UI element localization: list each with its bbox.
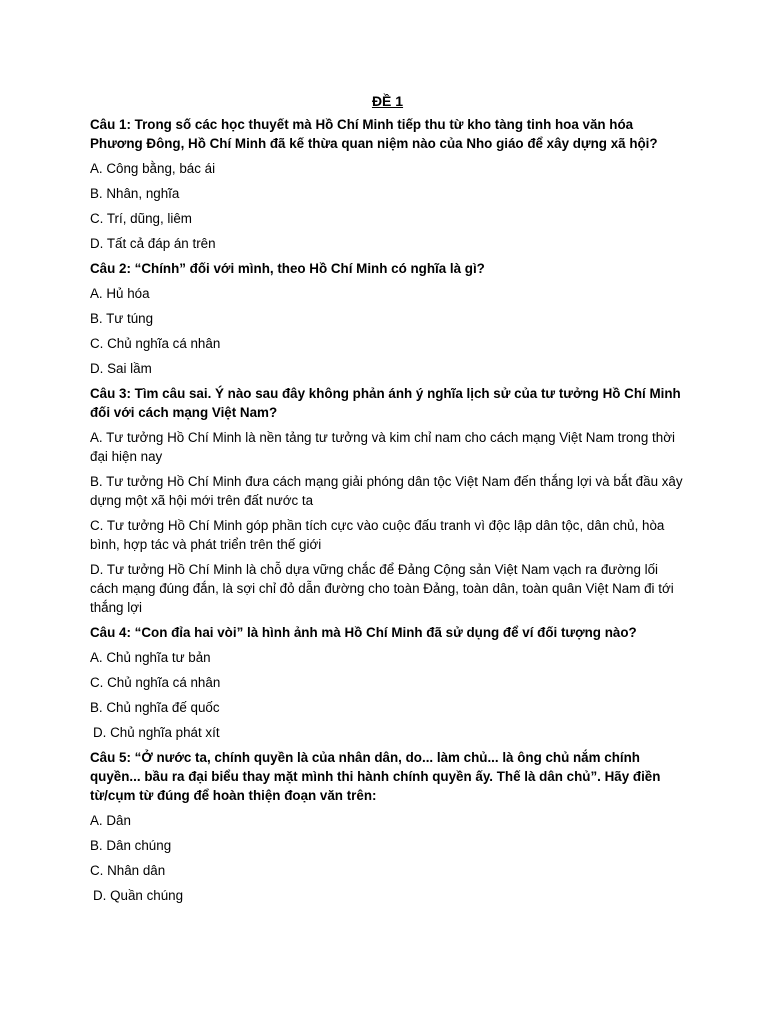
question-1-option-b: B. Nhân, nghĩa <box>90 186 180 201</box>
question-4-option-b: B. Chủ nghĩa đế quốc <box>90 700 220 715</box>
document-title: ĐỀ 1 <box>371 93 404 109</box>
question-4: Câu 4: “Con đỉa hai vòi” là hình ảnh mà Hồ Chí Minh đã sử dụng để ví đối tượng nào? <box>90 625 637 640</box>
question-2-option-c: C. Chủ nghĩa cá nhân <box>90 336 221 351</box>
question-3-option-d: D. Tư tưởng Hồ Chí Minh là chỗ dựa vững chắc để Đảng Cộng sản Việt Nam vạch ra đường lối cách mạng đúng đắn, là sợi chỉ đỏ dẫn đường cho toàn Đảng, toàn dân, toàn quân Việt Nam đi tới thắng lợi <box>90 562 674 615</box>
question-2: Câu 2: “Chính” đối với mình, theo Hồ Chí Minh có nghĩa là gì? <box>90 261 485 276</box>
question-2-option-d: D. Sai lầm <box>90 361 152 376</box>
question-1-option-c: C. Trí, dũng, liêm <box>90 211 192 226</box>
document-page <box>90 92 685 911</box>
question-2-option-a: A. Hủ hóa <box>90 286 150 301</box>
question-5-option-c: C. Nhân dân <box>90 863 166 878</box>
question-4-option-a: A. Chủ nghĩa tư bản <box>90 650 211 665</box>
question-3-option-c: C. Tư tưởng Hồ Chí Minh góp phần tích cực vào cuộc đấu tranh vì độc lập dân tộc, dân chủ, hòa bình, hợp tác và phát triển trên thế giới <box>90 518 665 552</box>
question-3-option-b: B. Tư tưởng Hồ Chí Minh đưa cách mạng giải phóng dân tộc Việt Nam đến thắng lợi và bắt đầu xây dựng một xã hội mới trên đất nước ta <box>90 474 683 508</box>
question-2-option-b: B. Tư túng <box>90 311 154 326</box>
question-5: Câu 5: “Ở nước ta, chính quyền là của nhân dân, do... làm chủ... là ông chủ nắm chính quyền... bầu ra đại biểu thay mặt mình thi hành chính quyền ấy. Thế là dân chủ”. Hãy điền từ/cụm từ đúng để hoàn thiện đoạn văn trên: <box>90 750 661 803</box>
question-1-option-d: D. Tất cả đáp án trên <box>90 236 216 251</box>
question-3: Câu 3: Tìm câu sai. Ý nào sau đây không phản ánh ý nghĩa lịch sử của tư tưởng Hồ Chí Minh đối với cách mạng Việt Nam? <box>90 386 681 420</box>
question-5-option-b: B. Dân chúng <box>90 838 172 853</box>
question-5-option-d: D. Quần chúng <box>93 888 184 903</box>
question-4-option-c: C. Chủ nghĩa cá nhân <box>90 675 221 690</box>
question-1: Câu 1: Trong số các học thuyết mà Hồ Chí Minh tiếp thu từ kho tàng tinh hoa văn hóa Phương Đông, Hồ Chí Minh đã kế thừa quan niệm nào của Nho giáo để xây dựng xã hội? <box>90 117 658 151</box>
question-5-option-a: A. Dân <box>90 813 131 828</box>
question-1-option-a: A. Công bằng, bác ái <box>90 161 216 176</box>
question-3-option-a: A. Tư tưởng Hồ Chí Minh là nền tảng tư tưởng và kim chỉ nam cho cách mạng Việt Nam trong thời đại hiện nay <box>90 430 675 464</box>
question-4-option-d: D. Chủ nghĩa phát xít <box>93 725 220 740</box>
